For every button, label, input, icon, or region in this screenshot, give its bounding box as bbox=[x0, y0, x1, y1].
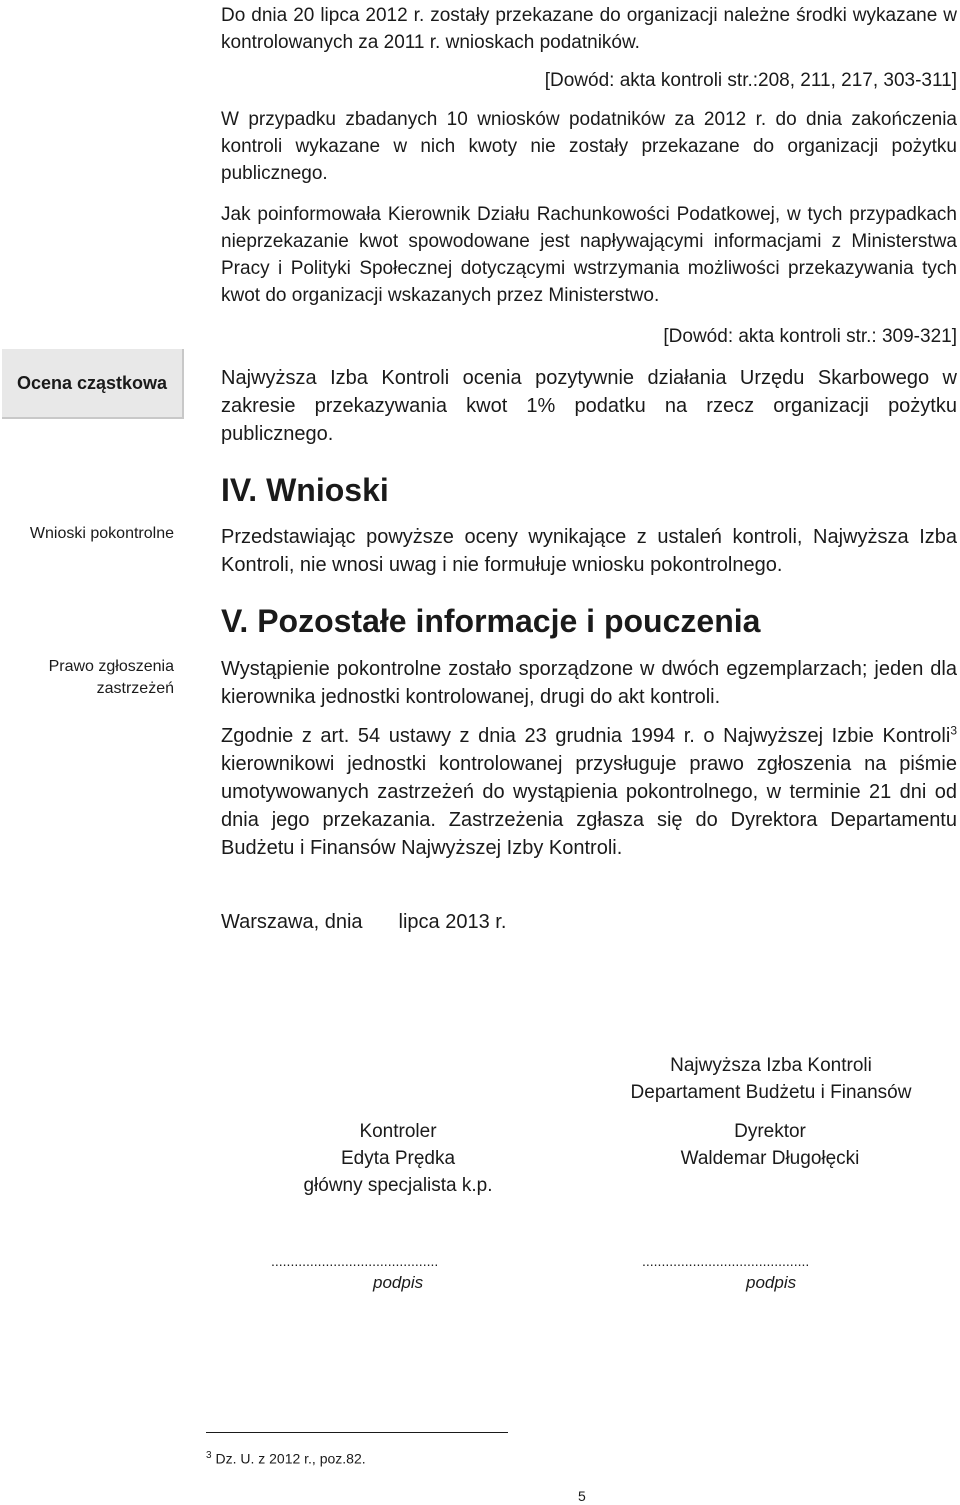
signature-left-block bbox=[270, 1118, 526, 1199]
footnote-number: 3 bbox=[206, 1450, 212, 1461]
left-name: Edyta Prędka bbox=[340, 1148, 456, 1169]
signature-organization bbox=[612, 1052, 930, 1106]
evidence-reference-1: [Dowód: akta kontroli str.:208, 211, 217, 303-311] bbox=[544, 70, 957, 91]
sidebar-wnioski-pokontrolne: Wnioski pokontrolne bbox=[29, 525, 174, 542]
footnote-text: Dz. U. z 2012 r., poz.82. bbox=[211, 1450, 366, 1467]
footnote-marker: 3 bbox=[950, 723, 957, 738]
place-date-month: lipca 2013 r. bbox=[398, 911, 507, 933]
place-date-city: Warszawa, dnia bbox=[221, 911, 363, 933]
paragraph-kierownik-informacja: Jak poinformowała Kierownik Działu Rachunkowości Podatkowej, w tych przypadkach nieprzekazanie kwot spowodowane jest napływającymi informacjami z Ministerstwa Pracy i Polityki Społecznej dotyczącymi wstrzymania możliwości przekazywania tych kwot do organizacji wskazanych przez Ministerstwo. bbox=[221, 204, 957, 306]
org-name: Najwyższa Izba Kontroli bbox=[670, 1055, 872, 1076]
footnote bbox=[206, 1450, 366, 1467]
place-date bbox=[221, 911, 506, 934]
sidebar-ocena-label: Ocena cząstkowa bbox=[16, 372, 168, 393]
org-department: Departament Budżetu i Finansów bbox=[630, 1082, 912, 1103]
sidebar-prawo-line2: zastrzeżeń bbox=[96, 680, 174, 697]
podpis-label-right: podpis bbox=[746, 1273, 797, 1292]
sidebar-ocena-czastkowa bbox=[2, 349, 184, 419]
paragraph-prawo-zastrzezen bbox=[221, 722, 957, 862]
evidence-reference-2: [Dowód: akta kontroli str.: 309-321] bbox=[663, 326, 957, 347]
paragraph-wystapienie-egzemplarze: Wystąpienie pokontrolne zostało sporządzone w dwóch egzemplarzach; jeden dla kierownika jednostki kontrolowanej, drugi do akt kontroli. bbox=[221, 658, 957, 708]
sidebar-prawo-line1: Prawo zgłoszenia bbox=[48, 658, 174, 675]
heading-pozostale-informacje: V. Pozostałe informacje i pouczenia bbox=[221, 603, 761, 639]
paragraph-prawo-part1: Zgodnie z art. 54 ustawy z dnia 23 grudnia 1994 r. o Najwyższej Izbie Kontroli bbox=[221, 725, 951, 747]
paragraph-przekazanie-srodkow: Do dnia 20 lipca 2012 r. zostały przekazane do organizacji należne środki wykazane w kontrolowanych za 2011 r. wnioskach podatników. bbox=[221, 5, 957, 53]
signature-line-left: ........................................... bbox=[271, 1253, 439, 1269]
paragraph-prawo-part2: kierownikowi jednostki kontrolowanej przysługuje prawo zgłoszenia na piśmie umotywowanych zastrzeżeń do wystąpienia pokontrolnego, w terminie 21 dni od dnia jego przekazania. Zastrzeżenia zgłasza się do Dyrektora Departamentu Budżetu i Finansów Najwyższej Izby Kontroli. bbox=[221, 753, 957, 859]
signature-right-block bbox=[650, 1118, 890, 1172]
right-name: Waldemar Długołęcki bbox=[680, 1148, 860, 1169]
heading-wnioski: IV. Wnioski bbox=[221, 472, 389, 508]
right-role: Dyrektor bbox=[734, 1121, 806, 1142]
paragraph-ocena-nik: Najwyższa Izba Kontroli ocenia pozytywnie działania Urzędu Skarbowego w zakresie przekazywania kwot 1% podatku na rzecz organizacji pożytku publicznego. bbox=[221, 367, 957, 445]
paragraph-brak-wnioskow: Przedstawiając powyższe oceny wynikające z ustaleń kontroli, Najwyższa Izba Kontroli, nie wnosi uwag i nie formułuje wniosku pokontrolnego. bbox=[221, 526, 957, 576]
sidebar-prawo-zgloszenia bbox=[49, 656, 174, 700]
signature-line-right: ........................................... bbox=[642, 1253, 810, 1269]
page-number: 5 bbox=[578, 1488, 586, 1504]
podpis-label-left: podpis bbox=[373, 1273, 424, 1292]
left-role: Kontroler bbox=[359, 1121, 437, 1142]
paragraph-zbadane-wnioski: W przypadku zbadanych 10 wniosków podatników za 2012 r. do dnia zakończenia kontroli wykazane w nich kwoty nie zostały przekazane do organizacji pożytku publicznego. bbox=[221, 109, 957, 184]
footnote-divider bbox=[206, 1432, 508, 1433]
left-title: główny specjalista k.p. bbox=[303, 1175, 493, 1196]
